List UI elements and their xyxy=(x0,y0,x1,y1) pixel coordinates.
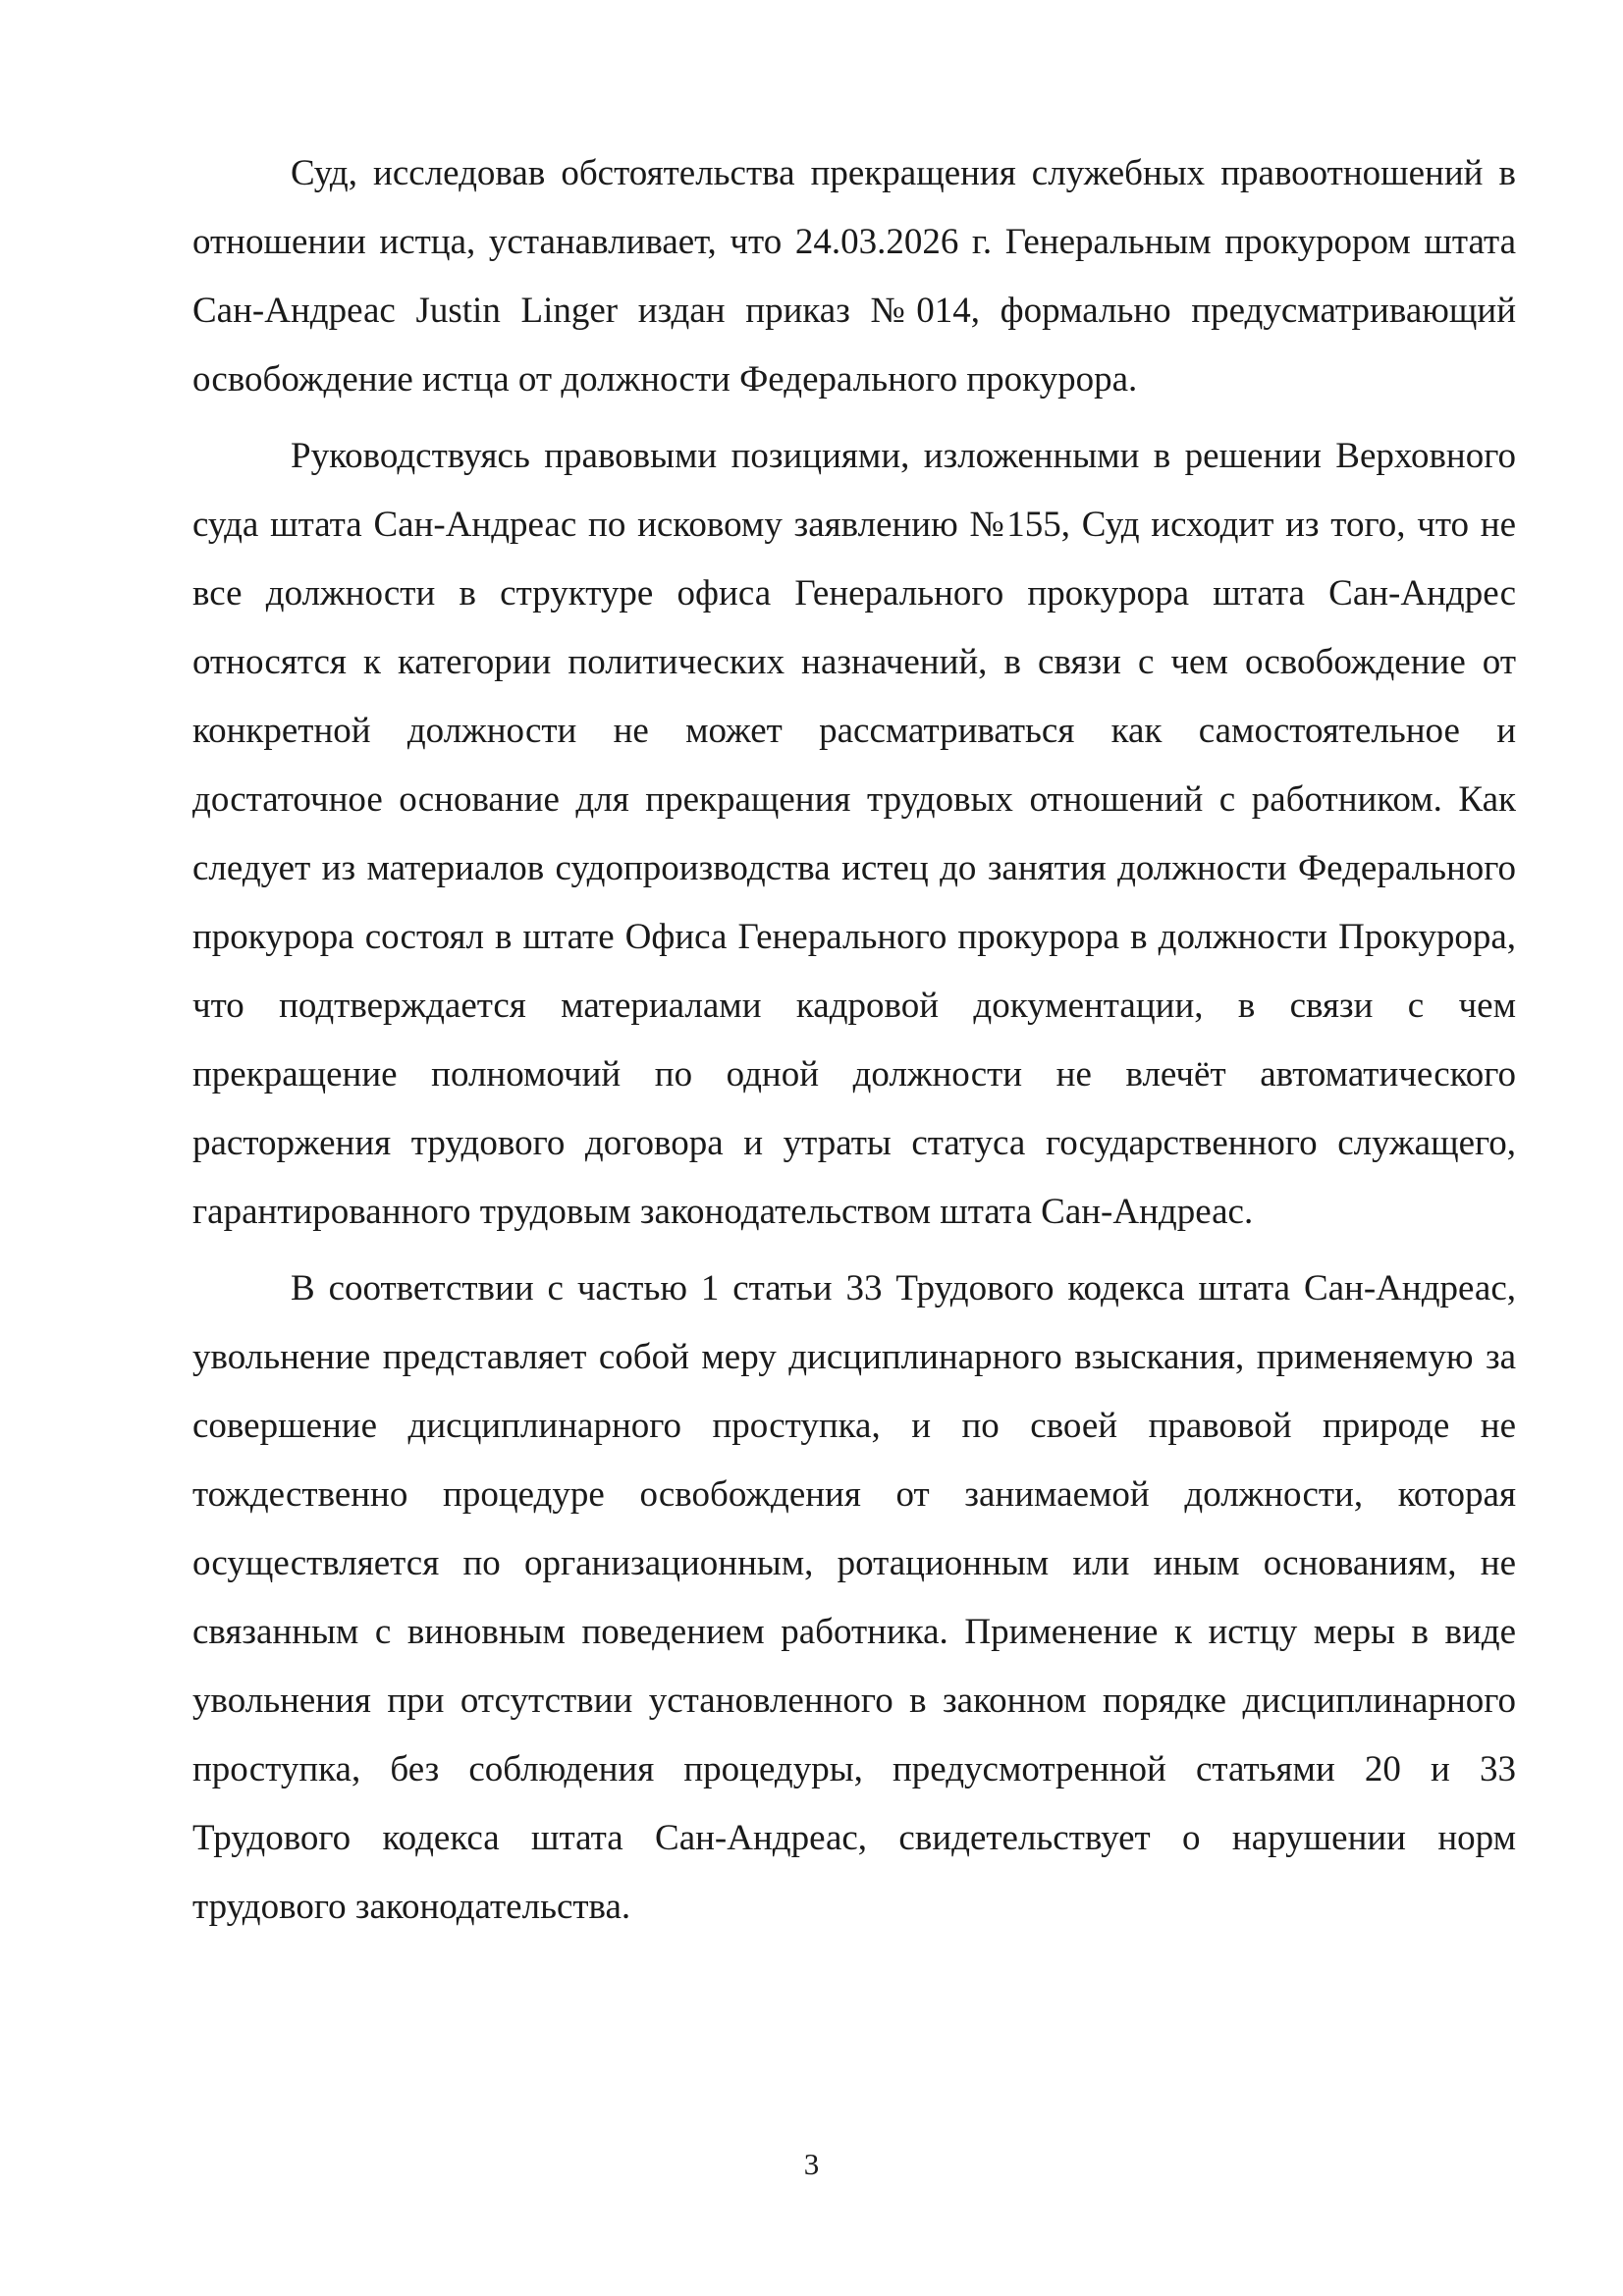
document-body xyxy=(192,139,1516,1949)
page-number: 3 xyxy=(803,2147,820,2181)
paragraph-political-appointments: Руководствуясь правовыми позициями, изложенными в решении Верховного суда штата Сан-Андреас по исковому заявлению №155, Суд исходит из того, что не все должности в структуре офиса Генерального прокурора штата Сан-Андрес относятся к категории политических назначений, в связи с чем освобождение от конкретной должности не может рассматриваться как самостоятельное и достаточное основание для прекращения трудовых отношений с работником. Как следует из материалов судопроизводства истец до занятия должности Федерального прокурора состоял в штате Офиса Генерального прокурора в должности Прокурора, что подтверждается материалами кадровой документации, в связи с чем прекращение полномочий по одной должности не влечёт автоматического расторжения трудового договора и утраты статуса государственного служащего, гарантированного трудовым законодательством штата Сан-Андреас. xyxy=(192,436,1516,1232)
paragraph-labor-code-article-33: В соответствии с частью 1 статьи 33 Трудового кодекса штата Сан-Андреас, увольнение представляет собой меру дисциплинарного взыскания, применяемую за совершение дисциплинарного проступка, и по своей правовой природе не тождественно процедуре освобождения от занимаемой должности, которая осуществляется по организационным, ротационным или иным основаниям, не связанным с виновным поведением работника. Применение к истцу меры в виде увольнения при отсутствии установленного в законном порядке дисциплинарного проступка, без соблюдения процедуры, предусмотренной статьями 20 и 33 Трудового кодекса штата Сан-Андреас, свидетельствует о нарушении норм трудового законодательства. xyxy=(192,1268,1516,1927)
paragraph-termination-order: Суд, исследовав обстоятельства прекращения служебных правоотношений в отношении истца, устанавливает, что 24.03.2026 г. Генеральным прокурором штата Сан-Андреас Justin Linger издан приказ №014, формально предусматривающий освобождение истца от должности Федерального прокурора. xyxy=(192,153,1516,400)
